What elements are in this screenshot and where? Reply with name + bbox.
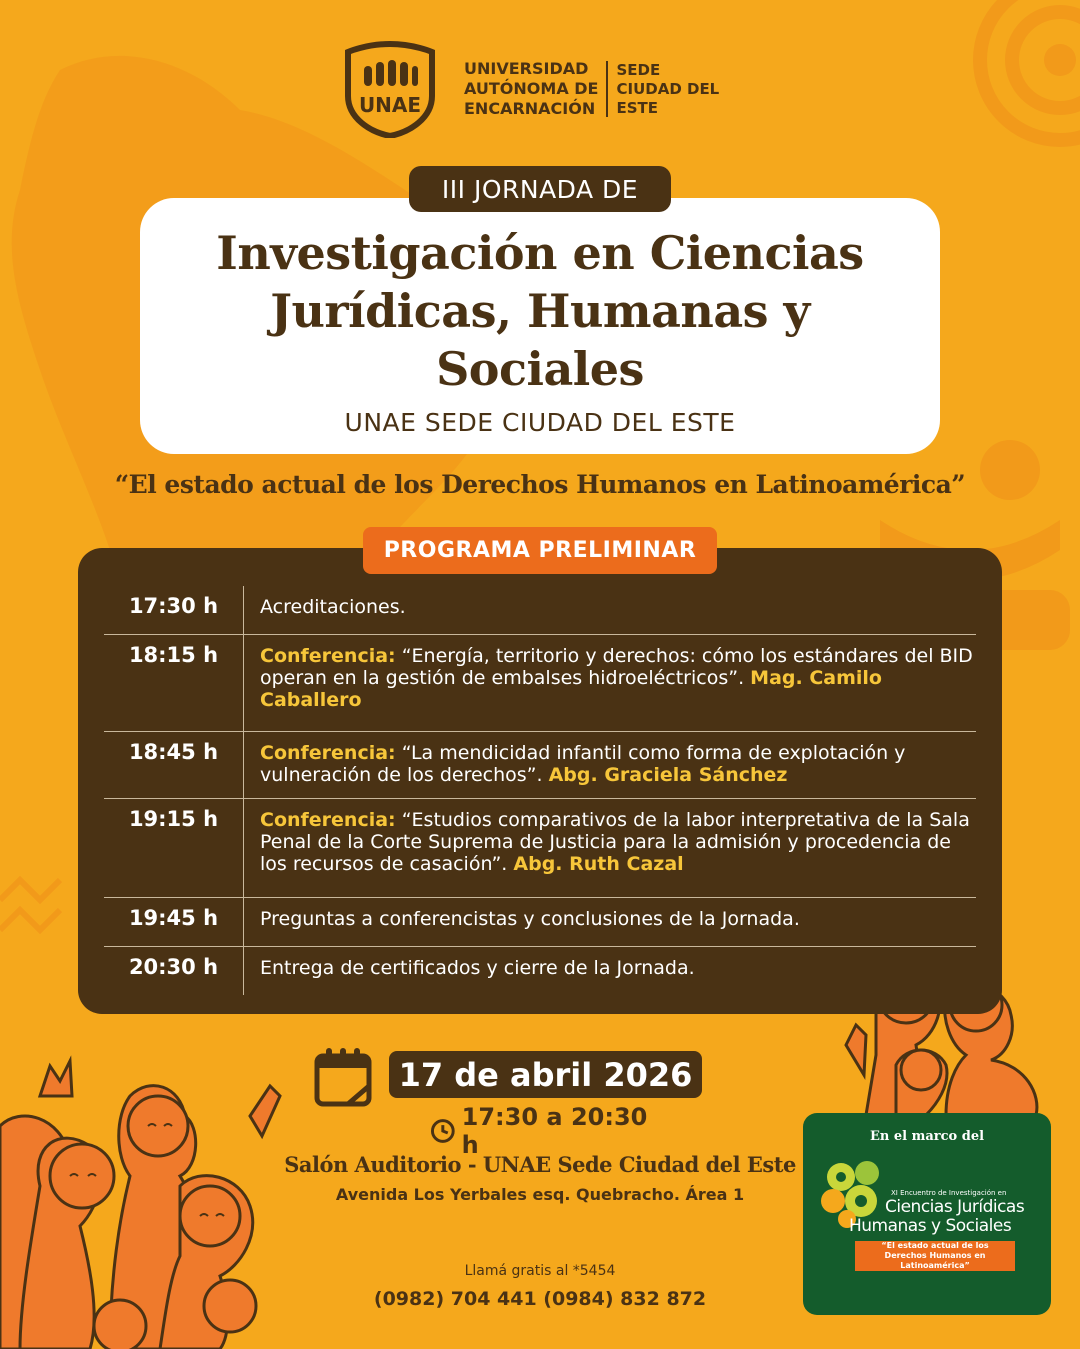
unae-shield-icon: [344, 40, 436, 138]
calendar-icon: [314, 1046, 372, 1108]
schedule-row: [104, 799, 976, 898]
session-text: “Energía, territorio y derechos: cómo los estándares del BID operan en la gestión de embalses hidroeléctricos”.: [260, 645, 973, 689]
framework-tagline: “El estado actual de los Derechos Humanos en Latinoamérica”: [855, 1241, 1015, 1271]
session-speaker: Abg. Ruth Cazal: [513, 853, 684, 875]
event-tagline: “El estado actual de los Derechos Humanos en Latinoamérica”: [114, 470, 966, 499]
event-date: 17 de abril 2026: [389, 1051, 702, 1098]
free-call-text: Llamá gratis al *5454: [464, 1263, 616, 1279]
schedule-description: [244, 947, 976, 995]
phone-numbers: (0982) 704 441 (0984) 832 872: [373, 1288, 707, 1310]
schedule-description: [244, 799, 976, 897]
people-illustration-left: [0, 1036, 290, 1349]
jornada-label: III JORNADA DE: [409, 166, 671, 212]
framework-card: [803, 1113, 1051, 1315]
session-speaker: Mag. Camilo Caballero: [260, 667, 882, 711]
zigzag-decoration: [0, 870, 80, 950]
schedule-table: [104, 586, 976, 995]
schedule-time: 19:15 h: [104, 799, 244, 897]
schedule-time: 18:15 h: [104, 635, 244, 731]
session-text: “La mendicidad infantil como forma de explotación y vulneración de los derechos”.: [260, 742, 906, 786]
schedule-row: [104, 732, 976, 799]
framework-small-text: XI Encuentro de Investigación en: [891, 1189, 1007, 1197]
schedule-time: 18:45 h: [104, 732, 244, 798]
event-address: Avenida Los Yerbales esq. Quebracho. Área 1: [335, 1185, 745, 1204]
logo-divider: [606, 61, 608, 117]
schedule-time: 17:30 h: [104, 586, 244, 634]
schedule-row: [104, 947, 976, 995]
logo-campus-name: SEDE CIUDAD DEL ESTE: [616, 60, 720, 117]
event-venue: Salón Auditorio - UNAE Sede Ciudad del Este: [284, 1152, 796, 1177]
session-text: Acreditaciones.: [260, 596, 406, 618]
event-time-range: 17:30 a 20:30 h: [461, 1103, 648, 1159]
framework-title-line1: Ciencias Jurídicas: [885, 1197, 1025, 1217]
schedule-description: [244, 635, 976, 731]
schedule-row: [104, 898, 976, 947]
session-text: Preguntas a conferencistas y conclusiones de la Jornada.: [260, 908, 800, 930]
framework-label: En el marco del: [869, 1129, 985, 1144]
event-subtitle: UNAE SEDE CIUDAD DEL ESTE: [344, 408, 736, 437]
schedule-description: [244, 732, 976, 798]
logo-mark-text: UNAE: [358, 93, 422, 117]
event-time: [430, 1103, 670, 1159]
schedule-row: [104, 635, 976, 732]
schedule-row: [104, 586, 976, 635]
session-speaker: Abg. Graciela Sánchez: [548, 764, 788, 786]
concentric-arcs-decoration: [940, 0, 1080, 200]
session-text: Entrega de certificados y cierre de la Jornada.: [260, 957, 695, 979]
event-title: Investigación en Ciencias Jurídicas, Humanas y Sociales: [216, 226, 864, 396]
schedule-description: [244, 898, 976, 946]
schedule-description: [244, 586, 976, 634]
session-type: Conferencia:: [260, 809, 396, 831]
session-text: “Estudios comparativos de la labor interpretativa de la Sala Penal de la Corte Suprema de Justicia para la admisión y procedencia de los recursos de casación”.: [260, 809, 970, 875]
schedule-panel: [78, 548, 1002, 1014]
schedule-time: 19:45 h: [104, 898, 244, 946]
session-type: Conferencia:: [260, 742, 396, 764]
clock-icon: [430, 1118, 456, 1144]
session-type: Conferencia:: [260, 645, 396, 667]
schedule-time: 20:30 h: [104, 947, 244, 995]
logo-wordmark: [464, 59, 719, 119]
title-card: [140, 198, 940, 454]
programa-label: PROGRAMA PRELIMINAR: [363, 527, 717, 574]
framework-title-line2: Humanas y Sociales: [849, 1216, 1012, 1236]
logo-university-name: UNIVERSIDAD AUTÓNOMA DE ENCARNACIÓN: [464, 59, 599, 118]
unae-logo: [344, 40, 719, 138]
